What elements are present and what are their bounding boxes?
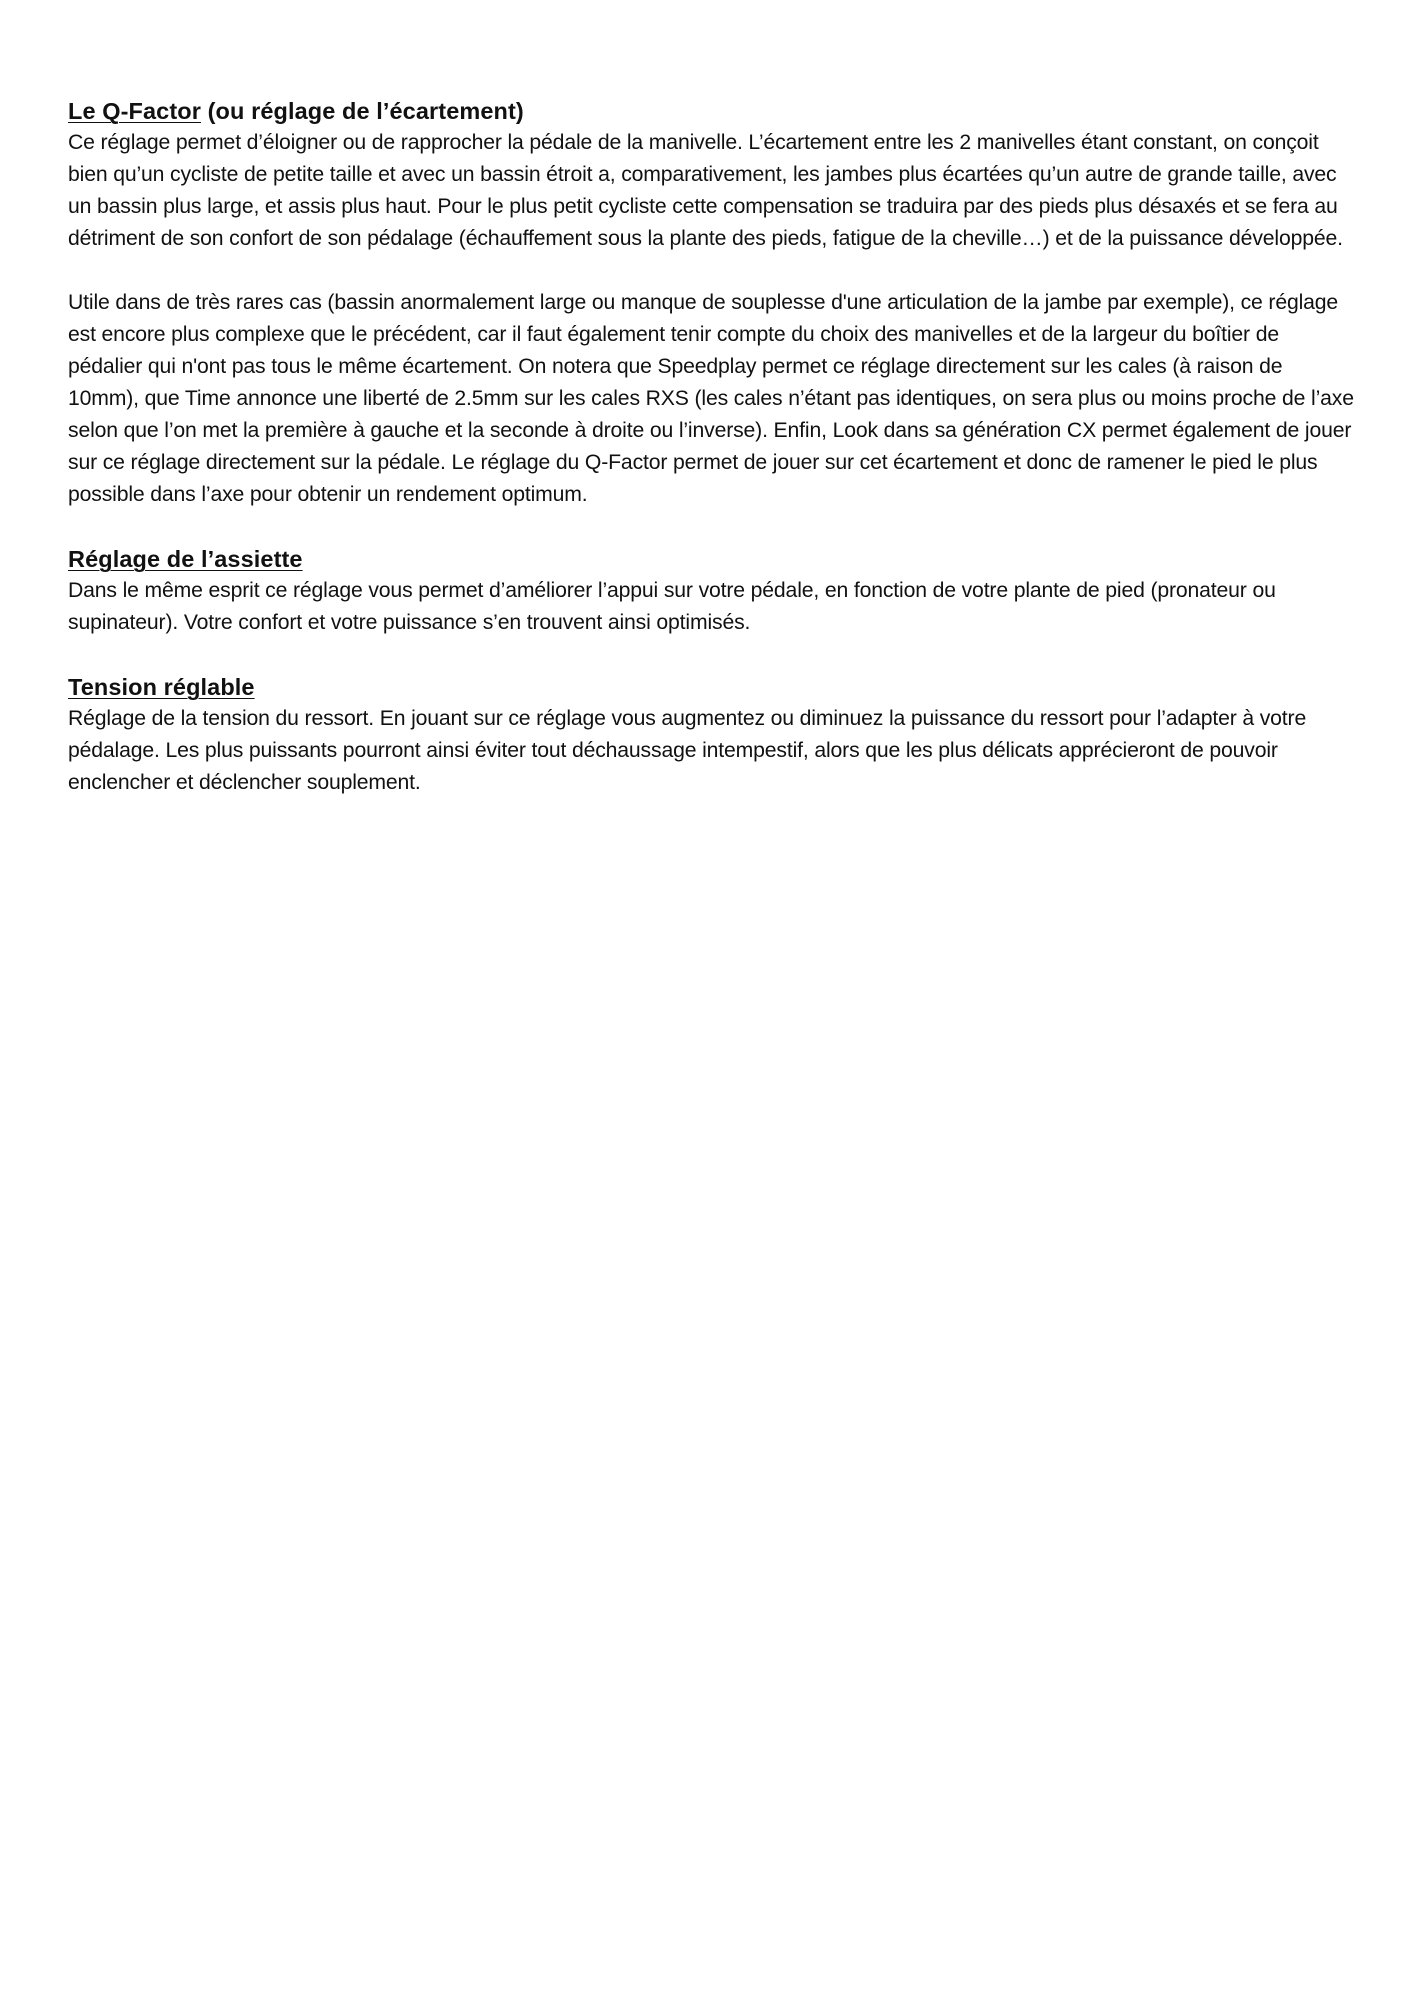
section-assiette: [68, 543, 1358, 639]
heading-underlined: Réglage de l’assiette: [68, 546, 303, 572]
section-heading: [68, 543, 1358, 575]
spacer: [68, 255, 1358, 287]
paragraph: Dans le même esprit ce réglage vous permet d’améliorer l’appui sur votre pédale, en fonction de votre plante de pied (pronateur ou supinateur). Votre confort et votre puissance s’en trouvent ainsi optimisés.: [68, 579, 1276, 634]
heading-underlined: Le Q-Factor: [68, 98, 201, 124]
heading-rest: (ou réglage de l’écartement): [200, 98, 524, 124]
spacer: [68, 511, 1358, 543]
paragraph: Ce réglage permet d’éloigner ou de rapprocher la pédale de la manivelle. L’écartement entre les 2 manivelles étant constant, on conçoit bien qu’un cycliste de petite taille et avec un bassin étroit a, comparativement, les jambes plus écartées qu’un autre de grande taille, avec un bassin plus large, et assis plus haut. Pour le plus petit cycliste cette compensation se traduira par des pieds plus désaxés et se fera au détriment de son confort de son pédalage (échauffement sous la plante des pieds, fatigue de la cheville…) et de la puissance développée.: [68, 131, 1343, 250]
spacer: [68, 639, 1358, 671]
heading-underlined: Tension réglable: [68, 674, 255, 700]
section-heading: [68, 95, 1358, 127]
document-page: [68, 95, 1358, 799]
section-heading: [68, 671, 1358, 703]
paragraph: Réglage de la tension du ressort. En jouant sur ce réglage vous augmentez ou diminuez la puissance du ressort pour l’adapter à votre pédalage. Les plus puissants pourront ainsi éviter tout déchaussage intempestif, alors que les plus délicats apprécieront de pouvoir enclencher et déclencher souplement.: [68, 707, 1307, 794]
paragraph: Utile dans de très rares cas (bassin anormalement large ou manque de souplesse d'une articulation de la jambe par exemple), ce réglage est encore plus complexe que le précédent, car il faut également tenir compte du choix des manivelles et de la largeur du boîtier de pédalier qui n'ont pas tous le même écartement. On notera que Speedplay permet ce réglage directement sur les cales (à raison de 10mm), que Time annonce une liberté de 2.5mm sur les cales RXS (les cales n’étant pas identiques, on sera plus ou moins proche de l’axe selon que l’on met la première à gauche et la seconde à droite ou l’inverse). Enfin, Look dans sa génération CX permet également de jouer sur ce réglage directement sur la pédale. Le réglage du Q-Factor permet de jouer sur cet écartement et donc de ramener le pied le plus possible dans l’axe pour obtenir un rendement optimum.: [68, 291, 1354, 506]
section-q-factor: [68, 95, 1358, 511]
section-tension: [68, 671, 1358, 799]
